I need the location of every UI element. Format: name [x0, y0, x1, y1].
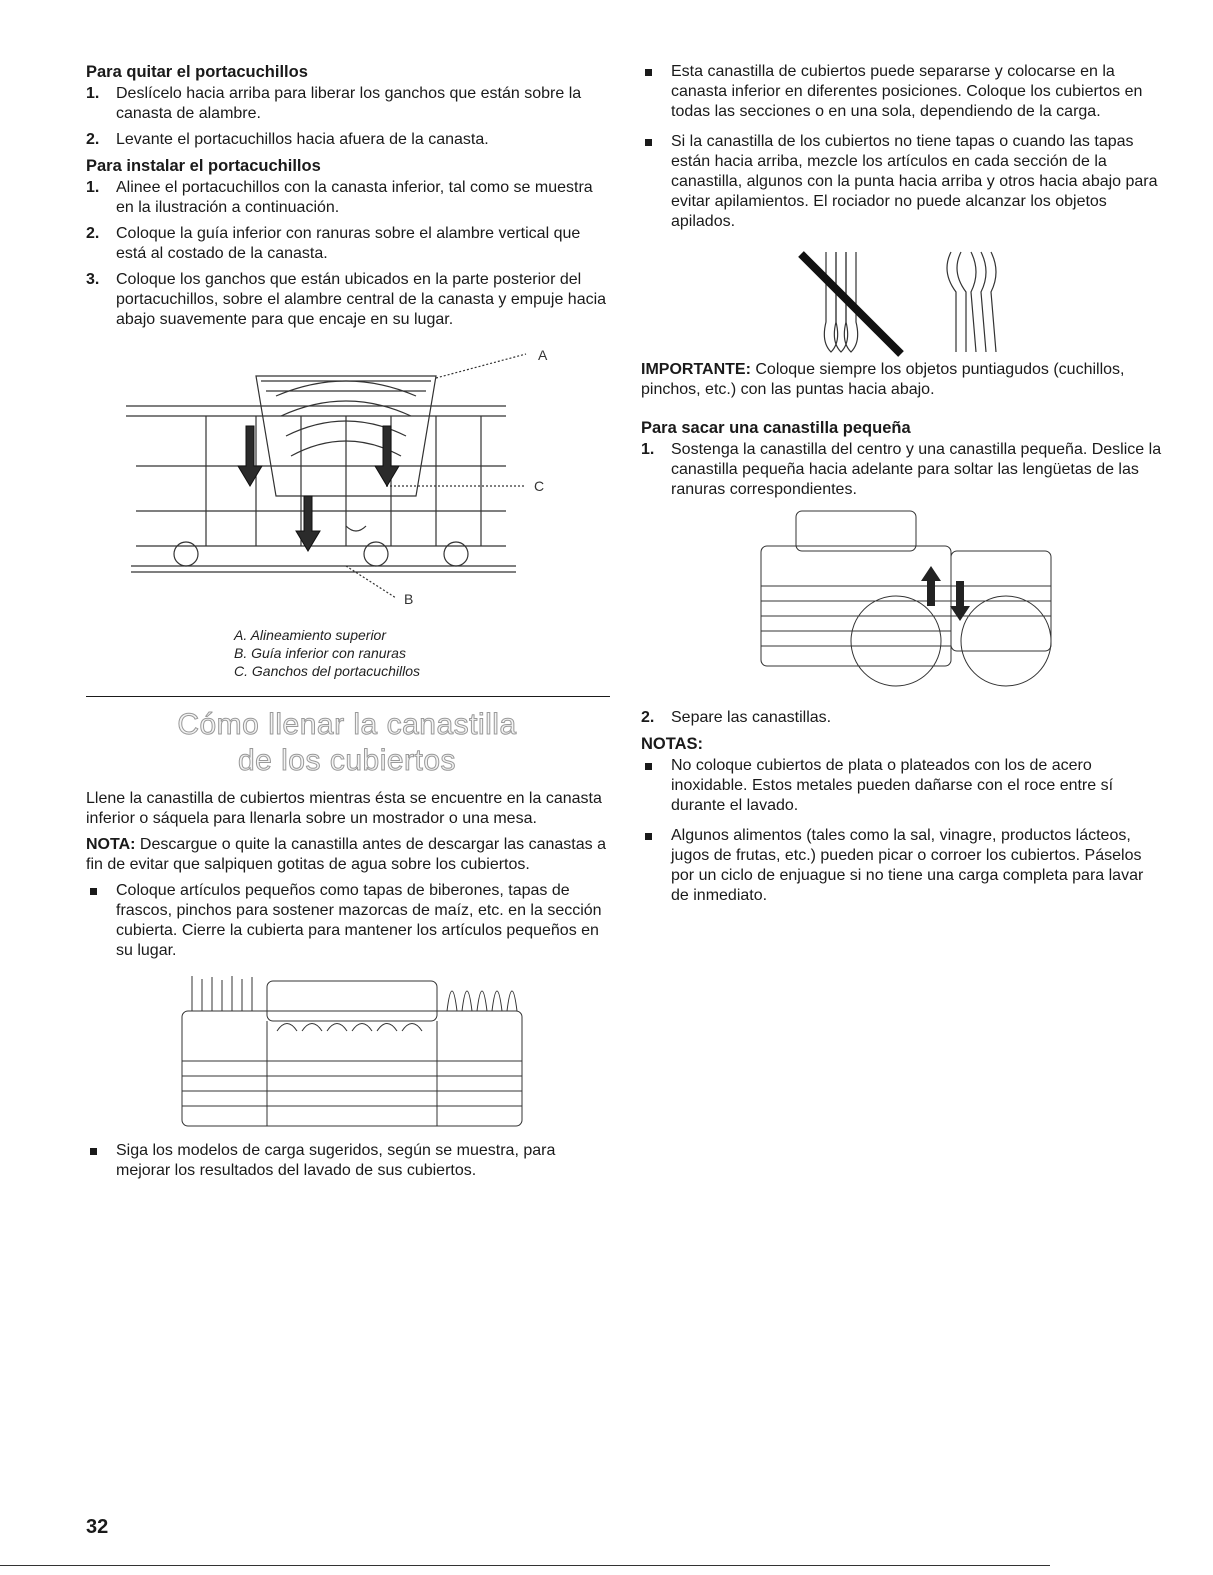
basket-diagram	[86, 336, 608, 621]
remove-knife-holder-heading: Para quitar el portacuchillos	[86, 63, 308, 81]
bullet-text: Si la canastilla de los cubiertos no tiene tapas o cuando las tapas están hacia arriba, mezcle los artículos en cada sección de la canastilla, algunos con la punta hacia arriba y otros hacia abajo para evitar apilamientos. El rociador no puede alcanzar los objetos apilados.	[671, 133, 1158, 230]
small-basket-step-2	[641, 708, 1163, 728]
bullet-square-icon	[645, 763, 652, 770]
step-number: 2.	[86, 131, 100, 148]
down-arrow-icon	[238, 426, 262, 486]
step-text: Separe las canastillas.	[671, 709, 832, 726]
section-title	[86, 707, 608, 779]
note-label: NOTA:	[86, 836, 136, 853]
install-step-1	[86, 178, 608, 218]
label-a: A	[538, 347, 548, 363]
basket-loaded-diagram	[172, 971, 532, 1136]
bullet-square-icon	[645, 139, 652, 146]
bullet-small-items	[86, 881, 608, 961]
right-column	[641, 62, 1163, 916]
important-label: IMPORTANTE:	[641, 361, 751, 378]
step-number: 1.	[86, 179, 100, 196]
bullet-square-icon	[645, 833, 652, 840]
remove-small-basket-heading: Para sacar una canastilla pequeña	[641, 419, 911, 437]
step-number: 1.	[86, 85, 100, 102]
section-title-line1: Cómo llenar la canastilla	[177, 708, 517, 741]
prohibited-slash-icon	[801, 254, 901, 354]
bullet-square-icon	[645, 69, 652, 76]
important-paragraph	[641, 360, 1163, 400]
bullet-text: Esta canastilla de cubiertos puede separarse y colocarse en la canasta inferior en diferentes posiciones. Coloque los cubiertos en todas las secciones o en una sola, dependiendo de la carga.	[671, 63, 1143, 120]
bullet-text: Coloque artículos pequeños como tapas de biberones, tapas de frascos, pinchos para sostener mazorcas de maíz, etc. en la sección cubierta. Cierre la cubierta para mantener los artículos pequeños en su lugar.	[116, 882, 602, 959]
note-corrosive-foods	[641, 826, 1163, 906]
figure-caption-a: A. Alineamiento superior	[234, 627, 387, 643]
section-divider	[86, 696, 610, 697]
page-bottom-rule	[0, 1565, 1050, 1566]
step-number: 2.	[641, 709, 655, 726]
small-basket-illustration	[756, 506, 1163, 702]
important-text: Coloque siempre los objetos puntiagudos (cuchillos, pinchos, etc.) con las puntas hacia abajo.	[641, 361, 1125, 398]
note-paragraph	[86, 835, 608, 875]
bullet-text: Siga los modelos de carga sugeridos, según se muestra, para mejorar los resultados del lavado de sus cubiertos.	[116, 1142, 556, 1179]
bullet-text: Algunos alimentos (tales como la sal, vinagre, productos lácteos, jugos de frutas, etc.) pueden picar o corroer los cubiertos. Páselos por un ciclo de enjuague si no tiene una carga completa para lavar de inmediato.	[671, 827, 1144, 904]
step-number: 1.	[641, 441, 655, 458]
install-step-2	[86, 224, 608, 264]
bullet-separate-basket	[641, 62, 1163, 122]
small-basket-step-1	[641, 440, 1163, 500]
figure-caption-c: C. Ganchos del portacuchillos	[234, 663, 420, 679]
no-nesting-diagram	[791, 242, 1031, 360]
step-number: 3.	[86, 271, 100, 288]
note-text: Descargue o quite la canastilla antes de descargar las canastas a fin de evitar que salpiquen gotitas de agua sobre los cubiertos.	[86, 836, 606, 873]
down-arrow-icon	[375, 426, 399, 486]
remove-step-2	[86, 130, 608, 150]
label-b: B	[404, 591, 414, 607]
step-number: 2.	[86, 225, 100, 242]
nesting-illustration	[791, 242, 1163, 360]
bullet-square-icon	[90, 888, 97, 895]
down-arrow-icon	[296, 496, 320, 551]
small-basket-diagram	[756, 506, 1056, 698]
step-text: Levante el portacuchillos hacia afuera de la canasta.	[116, 131, 489, 148]
left-column	[86, 62, 608, 1191]
step-text: Deslícelo hacia arriba para liberar los ganchos que están sobre la canasta de alambre.	[116, 85, 582, 122]
install-knife-holder-heading: Para instalar el portacuchillos	[86, 157, 321, 175]
page-number: 32	[86, 1516, 109, 1538]
note-silver-steel	[641, 756, 1163, 816]
figure-caption-b: B. Guía inferior con ranuras	[234, 645, 406, 661]
knife-holder-illustration	[86, 336, 608, 626]
step-text: Sostenga la canastilla del centro y una canastilla pequeña. Deslice la canastilla pequeña hacia adelante para soltar las lengüetas de las ranuras correspondientes.	[671, 441, 1162, 498]
install-step-3	[86, 270, 608, 330]
section-title-line2: de los cubiertos	[237, 744, 457, 777]
bullet-mix-items	[641, 132, 1163, 232]
notes-heading: NOTAS:	[641, 735, 704, 753]
remove-step-1	[86, 84, 608, 124]
intro-paragraph: Llene la canastilla de cubiertos mientras ésta se encuentre en la canasta inferior o sáquela para llenarla sobre un mostrador o una mesa.	[86, 790, 602, 827]
label-c: C	[534, 478, 545, 494]
step-text: Coloque la guía inferior con ranuras sobre el alambre vertical que está al costado de la canasta.	[116, 225, 581, 262]
step-text: Alinee el portacuchillos con la canasta inferior, tal como se muestra en la ilustración a continuación.	[116, 179, 593, 216]
bullet-square-icon	[90, 1148, 97, 1155]
bullet-text: No coloque cubiertos de plata o plateados con los de acero inoxidable. Estos metales pueden dañarse con el roce entre sí durante el lavado.	[671, 757, 1114, 814]
step-text: Coloque los ganchos que están ubicados en la parte posterior del portacuchillos, sobre el alambre central de la canasta y empuje hacia abajo suavemente para que encaje en su lugar.	[116, 271, 607, 328]
silverware-basket-illustration	[172, 971, 608, 1141]
bullet-loading-patterns	[86, 1141, 608, 1181]
